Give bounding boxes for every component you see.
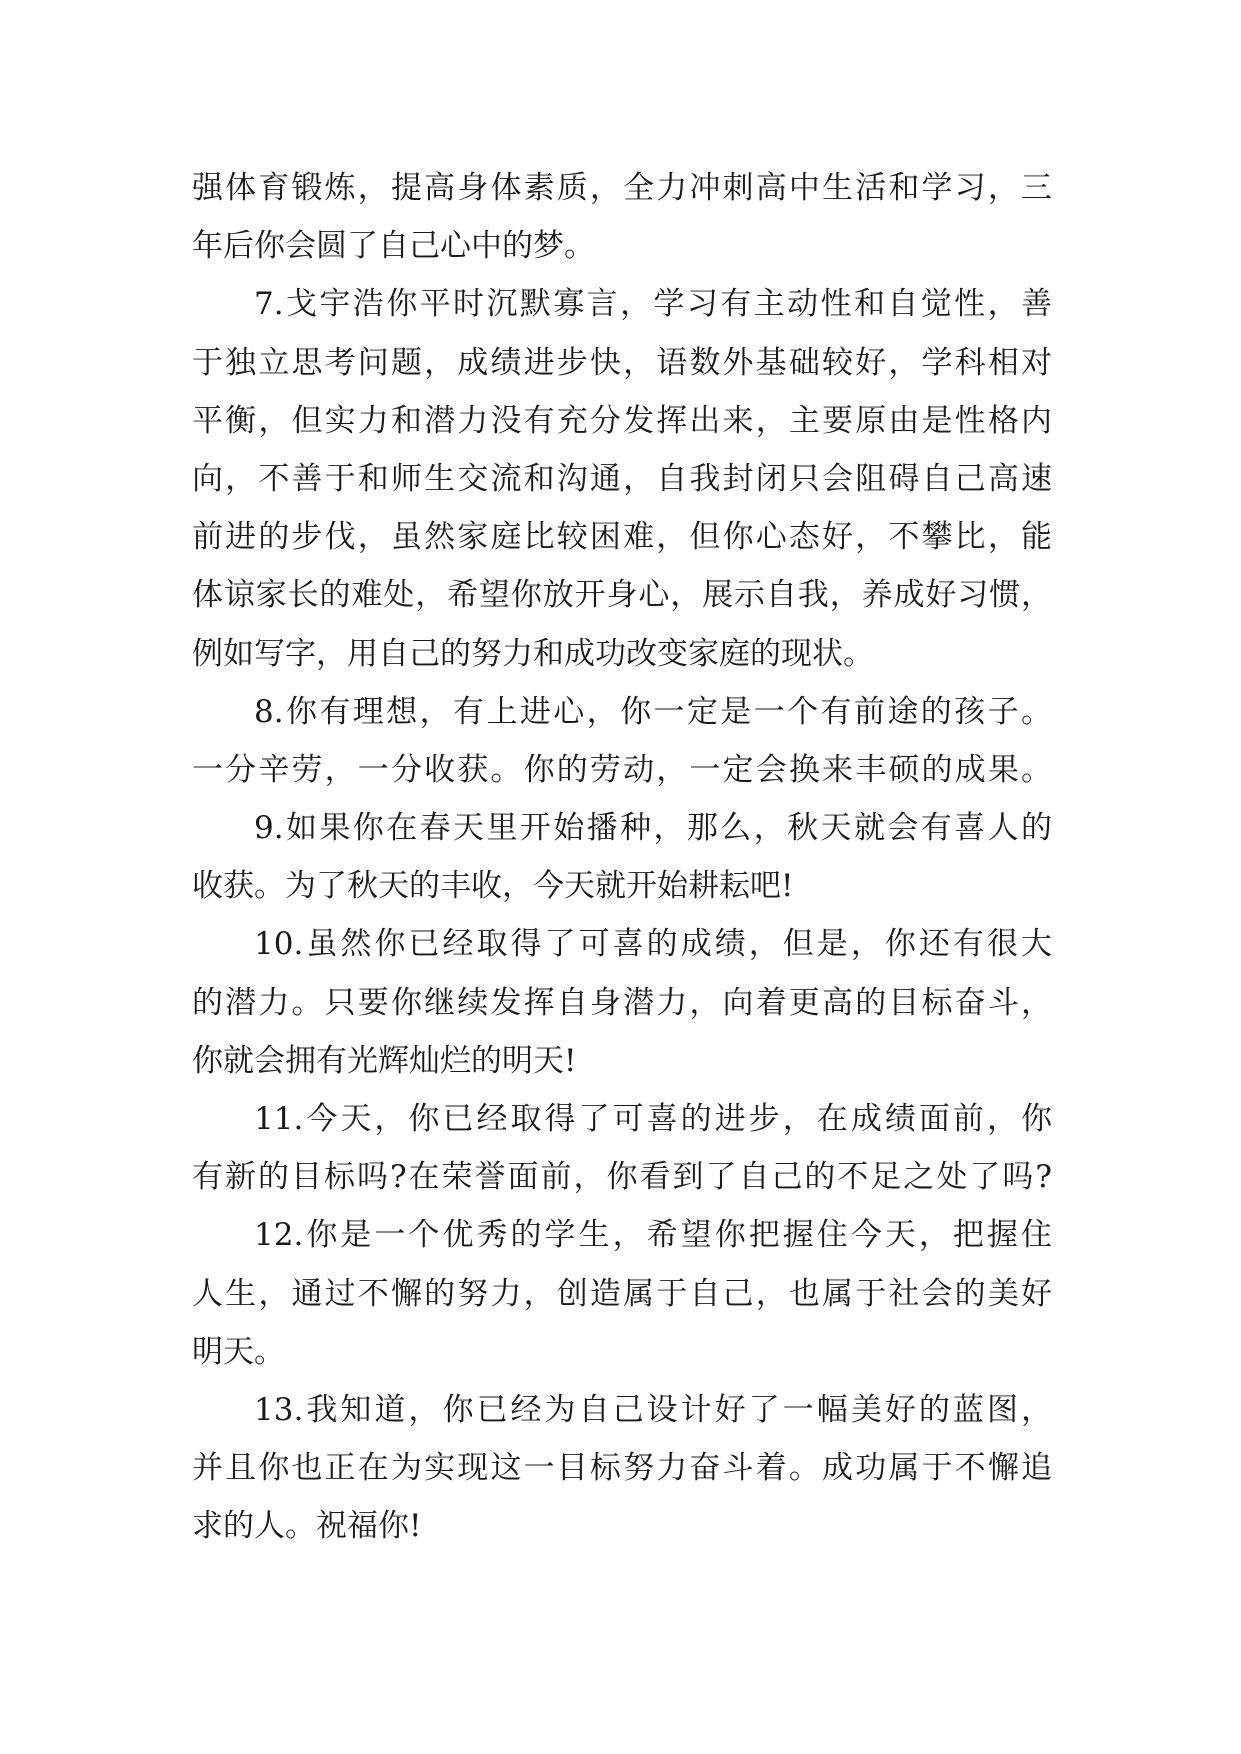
text-line: 7.戈宇浩你平时沉默寡言，学习有主动性和自觉性，善	[254, 286, 1052, 323]
paragraph	[192, 275, 1052, 682]
paragraph	[192, 1381, 1052, 1556]
text-line: 10.虽然你已经取得了可喜的成绩，但是，你还有很大	[254, 926, 1052, 963]
text-line: 体谅家长的难处，希望你放开身心，展示自我，养成好习惯，	[192, 577, 1052, 614]
document-body	[192, 159, 1052, 1556]
text-line: 9.如果你在春天里开始播种，那么，秋天就会有喜人的	[254, 810, 1052, 847]
text-line: 例如写字，用自己的努力和成功改变家庭的现状。	[192, 635, 874, 672]
text-line: 年后你会圆了自己心中的梦。	[192, 228, 595, 265]
text-line: 并且你也正在为实现这一目标努力奋斗着。成功属于不懈追	[192, 1450, 1052, 1487]
text-line: 平衡，但实力和潜力没有充分发挥出来，主要原由是性格内	[192, 402, 1052, 439]
text-line: 8.你有理想，有上进心，你一定是一个有前途的孩子。	[254, 693, 1052, 730]
paragraph	[192, 799, 1052, 915]
text-line: 13.我知道，你已经为自己设计好了一幅美好的蓝图，	[254, 1391, 1052, 1428]
text-line: 收获。为了秋天的丰收，今天就开始耕耘吧!	[192, 868, 794, 905]
text-line: 一分辛劳，一分收获。你的劳动，一定会换来丰硕的成果。	[192, 751, 1052, 788]
paragraph	[192, 1090, 1052, 1206]
paragraph	[192, 1206, 1052, 1381]
text-line: 强体育锻炼，提高身体素质，全力冲刺高中生活和学习，三	[192, 170, 1052, 206]
paragraph	[192, 915, 1052, 1090]
text-line: 11.今天，你已经取得了可喜的进步，在成绩面前，你	[254, 1101, 1052, 1137]
text-line: 有新的目标吗?在荣誉面前，你看到了自己的不足之处了吗?	[192, 1159, 1052, 1196]
text-line: 求的人。祝福你!	[192, 1508, 422, 1545]
text-line: 向，不善于和师生交流和沟通，自我封闭只会阻碍自己高速	[192, 460, 1052, 497]
text-line: 于独立思考问题，成绩进步快，语数外基础较好，学科相对	[192, 344, 1052, 381]
text-line: 前进的步伐，虽然家庭比较困难，但你心态好，不攀比，能	[192, 519, 1052, 556]
text-line: 12.你是一个优秀的学生，希望你把握住今天，把握住	[254, 1217, 1052, 1254]
text-line: 你就会拥有光辉灿烂的明天!	[192, 1042, 577, 1079]
text-line: 明天。	[192, 1333, 285, 1370]
text-line: 的潜力。只要你继续发挥自身潜力，向着更高的目标奋斗，	[192, 984, 1052, 1021]
text-line: 人生，通过不懈的努力，创造属于自己，也属于社会的美好	[192, 1275, 1052, 1312]
paragraph-continuation	[192, 159, 1052, 275]
paragraph	[192, 683, 1052, 799]
